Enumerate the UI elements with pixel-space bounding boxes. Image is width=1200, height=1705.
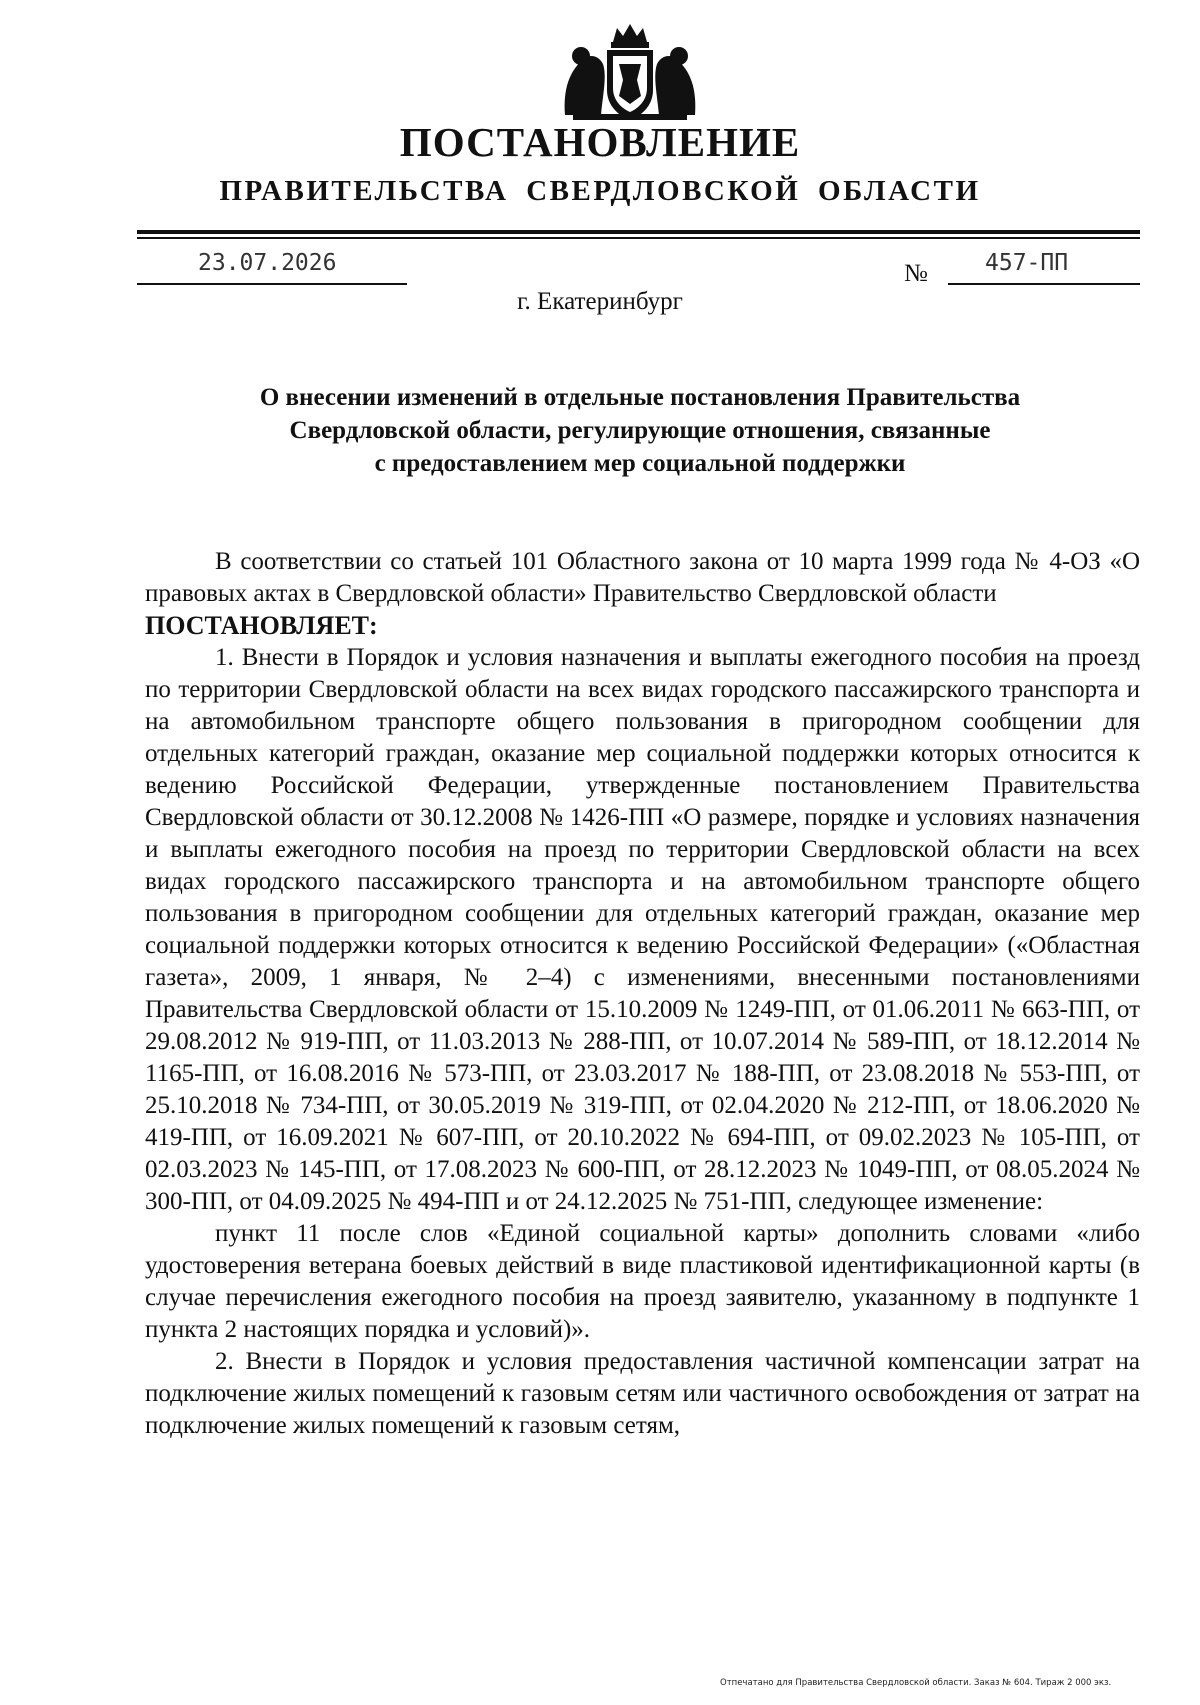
coat-of-arms-icon — [555, 20, 705, 125]
document-subtitle: ПРАВИТЕЛЬСТВА СВЕРДЛОВСКОЙ ОБЛАСТИ — [219, 175, 981, 207]
document-city: г. Екатеринбург — [517, 288, 683, 315]
print-imprint: Отпечатано для Правительства Свердловской области. Заказ № 604. Тираж 2 000 экз. — [720, 1678, 1112, 1688]
paragraph-1: 1. Внести в Порядок и условия назначения и выплаты ежегодного пособия на проезд по территории Свердловской области на всех видах городского пассажирского транспорта и на автомобильном транспорте общего пользования в пригородном сообщении для отдельных категорий граждан, оказание мер социальной поддержки которых относится к ведению Российской Федерации, утвержденные постановлением Правительства Свердловской области от 30.12.2008 № 1426-ПП «О размере, порядке и условиях назначения и выплаты ежегодного пособия на проезд по территории Свердловской области на всех видах городского пассажирского транспорта и на автомобильном транспорте общего пользования в пригородном сообщении для отдельных категорий граждан, оказание мер социальной поддержки которых относится к ведению Российской Федерации» («Областная газета», 2009, 1 января, № 2–4) с изменениями, внесенными постановлениями Правительства Свердловской области от 15.10.2009 № 1249-ПП, от 01.06.2011 № 663-ПП, от 29.08.2012 № 919-ПП, от 11.03.2013 № 288-ПП, от 10.07.2014 № 589-ПП, от 18.12.2014 № 1165-ПП, от 16.08.2016 № 573-ПП, от 23.03.2017 № 188-ПП, от 23.08.2018 № 553-ПП, от 25.10.2018 № 734-ПП, от 30.05.2019 № 319-ПП, от 02.04.2020 № 212-ПП, от 18.06.2020 № 419-ПП, от 16.09.2021 № 607-ПП, от 20.10.2022 № 694-ПП, от 09.02.2023 № 105-ПП, от 02.03.2023 № 145-ПП, от 17.08.2023 № 600-ПП, от 28.12.2023 № 1049-ПП, от 08.05.2024 № 300-ПП, от 04.09.2025 № 494-ПП и от 24.12.2025 № 751-ПП, следующее изменение: — [145, 644, 1140, 1215]
document-number: 457-ПП — [985, 250, 1069, 276]
document-heading — [140, 381, 1140, 480]
heading-line: с предоставлением мер социальной поддержки — [374, 450, 906, 477]
number-underline — [948, 283, 1140, 285]
header-rule-thick — [137, 230, 1140, 234]
number-sign: № — [904, 260, 928, 287]
date-underline — [137, 283, 407, 285]
document-date: 23.07.2026 — [198, 250, 337, 276]
header-rule-thin — [137, 237, 1140, 239]
heading-line: Свердловской области, регулирующие отношения, связанные — [289, 417, 991, 444]
document-title: ПОСТАНОВЛЕНИЕ — [399, 119, 801, 165]
heading-line: О внесении изменений в отдельные постановления Правительства — [259, 384, 1021, 411]
paragraph-1-subitem: пункт 11 после слов «Единой социальной карты» дополнить словами «либо удостоверения ветерана боевых действий в виде пластиковой идентификационной карты (в случае перечисления ежегодного пособия на проезд заявителю, указанному в подпункте 1 пункта 2 настоящих порядка и условий)». — [145, 1220, 1140, 1343]
paragraph-2: 2. Внести в Порядок и условия предоставления частичной компенсации затрат на подключение жилых помещений к газовым сетям или частичного освобождения от затрат на подключение жилых помещений к газовым сетям, — [145, 1348, 1140, 1439]
intro-paragraph: В соответствии со статьей 101 Областного закона от 10 марта 1999 года № 4-ОЗ «О правовых актах в Свердловской области» Правительство Свердловской области — [145, 548, 1140, 607]
decree-word: ПОСТАНОВЛЯЕТ: — [145, 611, 378, 640]
document-body — [145, 546, 1140, 1442]
